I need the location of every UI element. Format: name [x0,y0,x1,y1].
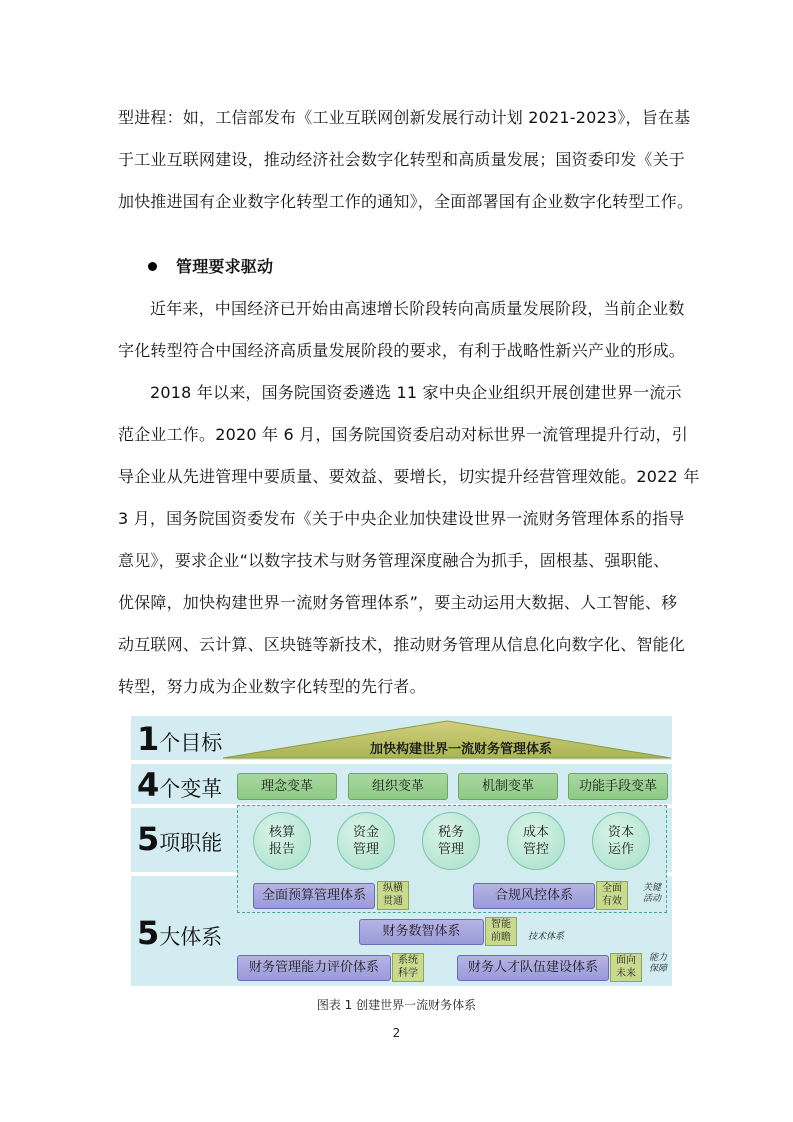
tag-evaluation: 系统 科学 [392,953,424,982]
paragraph-line: 转型，努力成为企业数字化转型的先行者。 [118,677,426,696]
goal-text: 加快构建世界一流财务管理体系 [369,742,552,757]
function-capital: 资本 运作 [592,812,650,870]
paragraph-line: 型进程：如，工信部发布《工业互联网创新发展行动计划 2021-2023》，旨在基 [118,108,691,127]
system-budget: 全面预算管理体系 [253,883,375,909]
system-talent: 财务人才队伍建设体系 [457,955,609,981]
system-evaluation: 财务管理能力评价体系 [237,955,391,981]
paragraph-line: 动互联网、云计算、区块链等新技术，推动财务管理从信息化向数字化、智能化 [118,635,686,654]
function-tax: 税务 管理 [422,812,480,870]
reform-mechanism: 机制变革 [458,773,558,800]
function-row-label [137,820,222,858]
tag-budget: 纵横 贯通 [377,881,409,910]
paragraph-line: 3 月，国务院国资委发布《关于中央企业加快建设世界一流财务管理体系的指导 [118,509,685,528]
reform-concept: 理念变革 [237,773,337,800]
note-tech-system: 技术体系 [527,932,564,942]
goal-label: 个目标 [159,731,223,755]
paragraph-line: 2018 年以来，国务院国资委遴选 11 家中央企业组织开展创建世界一流示 [150,383,682,402]
system-digital: 财务数智体系 [359,919,484,945]
reform-function-means: 功能手段变革 [568,773,668,800]
system-label: 大体系 [159,925,223,949]
reform-count: 4 [137,766,160,804]
note-key-activity: 关键 活动 [642,883,661,904]
finance-system-figure [131,716,672,986]
paragraph-line: 加快推进国有企业数字化转型工作的通知》，全面部署国有企业数字化转型工作。 [118,192,694,211]
reform-row-label [137,766,222,804]
tag-digital: 智能 前瞻 [485,917,517,946]
tag-compliance: 全面 有效 [596,881,628,910]
reform-label: 个变革 [159,777,223,801]
system-count: 5 [137,914,160,952]
function-label: 项职能 [159,831,223,855]
paragraph-line: 范企业工作。2020 年 6 月，国务院国资委启动对标世界一流管理提升行动，引 [118,425,688,444]
function-accounting: 核算 报告 [253,812,311,870]
goal-row-label [137,720,222,758]
paragraph-line: 于工业互联网建设，推动经济社会数字化转型和高质量发展；国资委印发《关于 [118,150,686,169]
paragraph-line: 导企业从先进管理中要质量、要效益、要增长，切实提升经营管理效能。2022 年 [118,467,700,486]
paragraph-line: 近年来，中国经济已开始由高速增长阶段转向高质量发展阶段，当前企业数 [150,299,685,318]
page-number: 2 [392,1026,401,1040]
function-count: 5 [137,820,160,858]
figure-caption: 图表 1 创建世界一流财务体系 [316,998,477,1012]
function-cost: 成本 管控 [507,812,565,870]
goal-count: 1 [137,720,160,758]
paragraph-line: 优保障，加快构建世界一流财务管理体系”，要主动运用大数据、人工智能、移 [118,593,678,612]
paragraph-line: 意见》，要求企业“以数字技术与财务管理深度融合为抓手，固根基、强职能、 [118,551,670,570]
bullet-dot-icon [148,262,157,271]
note-capability: 能力 保障 [648,953,667,974]
paragraph-line: 字化转型符合中国经济高质量发展阶段的要求，有利于战略性新兴产业的形成。 [118,341,686,360]
section-heading: 管理要求驱动 [176,257,274,276]
system-row-label [137,914,222,952]
reform-organization: 组织变革 [348,773,448,800]
system-compliance: 合规风控体系 [473,883,595,909]
tag-talent: 面向 未来 [610,953,642,982]
function-funds: 资金 管理 [337,812,395,870]
